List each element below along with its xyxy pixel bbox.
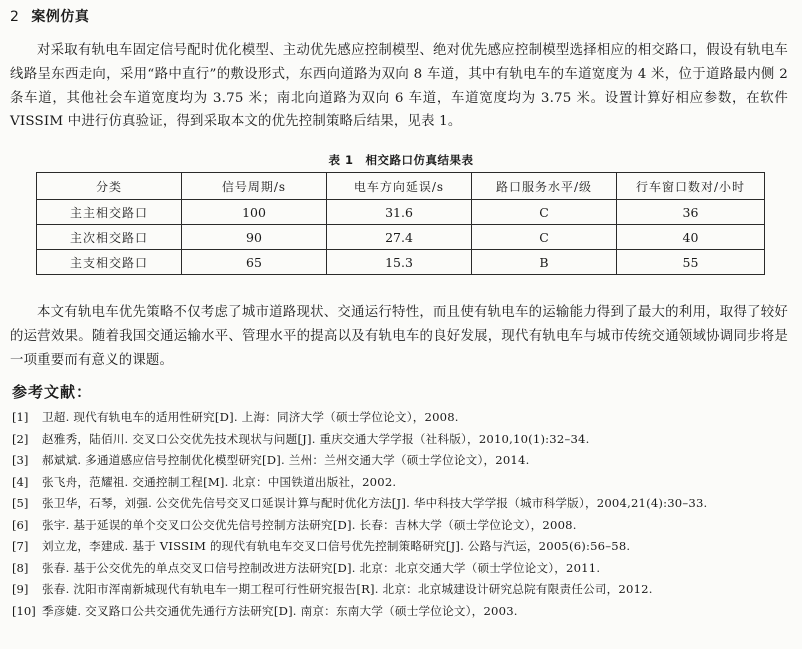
reference-text: 张春. 基于公交优先的单点交叉口信号控制改进方法研究[D]. 北京：北京交通大学（硕士学位论文），2011.: [42, 560, 601, 575]
section-number: 2: [10, 9, 20, 25]
references-title: 参考文献：: [12, 383, 93, 401]
table-cell: 主支相交路口: [37, 250, 182, 275]
reference-item: [12, 493, 792, 515]
table-cell: 27.4: [327, 225, 472, 250]
table-cell: 15.3: [327, 250, 472, 275]
reference-item: [12, 429, 792, 451]
table-header-cell: 电车方向延误/s: [327, 173, 472, 200]
reference-number: [9]: [12, 582, 29, 596]
table-cell: B: [472, 250, 617, 275]
table-row: [37, 225, 765, 250]
reference-text: 赵雅秀，陆佰川. 交叉口公交优先技术现状与问题[J]. 重庆交通大学学报（社科版），2010,10(1):32–34.: [42, 431, 590, 446]
reference-number: [2]: [12, 431, 29, 446]
table-cell: 主主相交路口: [37, 200, 182, 225]
reference-text: 刘立龙，李建成. 基于 VISSIM 的现代有轨电车交叉口信号优先控制策略研究[J]. 公路与汽运，2005(6):56–58.: [42, 539, 631, 553]
reference-number: [5]: [12, 496, 29, 510]
reference-number: [10]: [12, 603, 36, 618]
section-heading: [10, 6, 89, 26]
reference-number: [1]: [12, 410, 29, 424]
table-caption: 表 1 相交路口仿真结果表: [328, 153, 474, 167]
table-cell: 40: [617, 225, 765, 250]
reference-text: 郝斌斌. 多通道感应信号控制优化模型研究[D]. 兰州：兰州交通大学（硕士学位论文），2014.: [42, 453, 530, 467]
reference-number: [7]: [12, 539, 29, 553]
reference-number: [4]: [12, 474, 29, 489]
reference-item: [12, 515, 792, 537]
table-cell: 100: [182, 200, 327, 225]
reference-text: 张宇. 基于延误的单个交叉口公交优先信号控制方法研究[D]. 长春：吉林大学（硕士学位论文），2008.: [42, 517, 577, 532]
table-row: [37, 250, 765, 275]
table-row: [37, 200, 765, 225]
references-list: [12, 407, 792, 622]
reference-item: [12, 601, 792, 623]
table-cell: C: [472, 200, 617, 225]
reference-text: 张卫华，石琴，刘强. 公交优先信号交叉口延误计算与配时优化方法[J]. 华中科技大学学报（城市科学版），2004,21(4):30–33.: [42, 496, 708, 510]
reference-item: [12, 558, 792, 580]
reference-text: 卫超. 现代有轨电车的适用性研究[D]. 上海：同济大学（硕士学位论文），2008.: [42, 410, 459, 424]
reference-number: [3]: [12, 453, 29, 467]
reference-item: [12, 472, 792, 494]
table-cell: 55: [617, 250, 765, 275]
section-title: 案例仿真: [31, 9, 90, 25]
table-cell: 31.6: [327, 200, 472, 225]
reference-text: 张飞舟，范耀祖. 交通控制工程[M]. 北京：中国铁道出版社，2002.: [42, 474, 397, 489]
reference-text: 张春. 沈阳市浑南新城现代有轨电车一期工程可行性研究报告[R]. 北京：北京城建设计研究总院有限责任公司，2012.: [42, 582, 653, 596]
body-paragraph-1: 对采取有轨电车固定信号配时优化模型、主动优先感应控制模型、绝对优先感应控制模型选择相应的相交路口，假设有轨电车线路呈东西走向，采用“路中直行”的敷设形式，东西向道路为双向 8 车道，其中有轨电车的车道宽度为 4 米，位于道路最内侧 2 条车道，其他社会车道宽度均为 3.75 米；南北向道路为双向 6 车道，车道宽度均为 3.75 米。设置计算好相应参数，在软件 VISSIM 中进行仿真验证，得到采取本文的优先控制策略后结果，见表 1。: [10, 43, 788, 130]
table-header-cell: 行车窗口数对/小时: [617, 173, 765, 200]
table-header-cell: 信号周期/s: [182, 173, 327, 200]
reference-number: [6]: [12, 517, 29, 532]
table-header-row: [37, 173, 765, 200]
table-header-cell: 路口服务水平/级: [472, 173, 617, 200]
reference-item: [12, 450, 792, 472]
table-cell: 36: [617, 200, 765, 225]
table-cell: 90: [182, 225, 327, 250]
table-header-cell: 分类: [37, 173, 182, 200]
table-cell: 主次相交路口: [37, 225, 182, 250]
reference-number: [8]: [12, 560, 29, 575]
reference-text: 季彦婕. 交叉路口公共交通优先通行方法研究[D]. 南京：东南大学（硕士学位论文），2003.: [42, 603, 518, 618]
table-cell: C: [472, 225, 617, 250]
reference-item: [12, 579, 792, 601]
body-paragraph-2: 本文有轨电车优先策略不仅考虑了城市道路现状、交通运行特性，而且使有轨电车的运输能力得到了最大的利用，取得了较好的运营效果。随着我国交通运输水平、管理水平的提高以及有轨电车的良好发展，现代有轨电车与城市传统交通领域协调同步将是一项重要而有意义的课题。: [10, 305, 788, 368]
reference-item: [12, 536, 792, 558]
results-table: [36, 172, 765, 275]
reference-item: [12, 407, 792, 429]
table-cell: 65: [182, 250, 327, 275]
